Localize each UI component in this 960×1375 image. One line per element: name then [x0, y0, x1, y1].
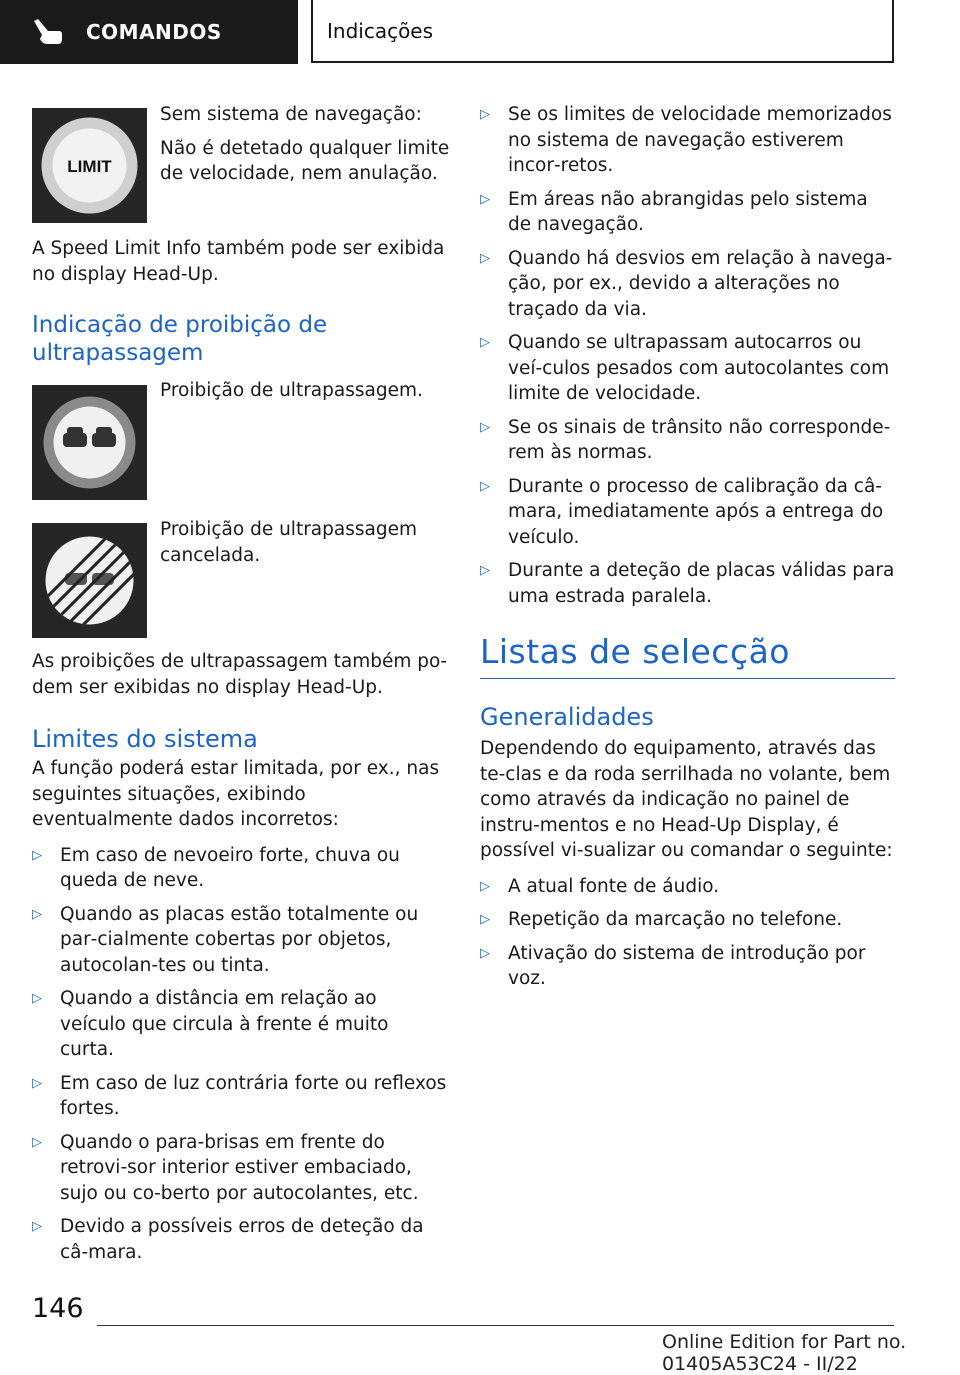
bullet-arrow-icon: ▷: [480, 563, 490, 578]
bullet-arrow-icon: ▷: [32, 1219, 42, 1234]
list-item: ▷ Em caso de luz contrária forte ou reflexos fortes.: [32, 1072, 447, 1119]
overtaking-end-sign-image: [32, 523, 147, 638]
hand-pointer-icon: [28, 17, 66, 47]
list-item: ▷ Quando se ultrapassam autocarros ou veí‐culos pesados com autocolantes com limite de velocidade.: [480, 332, 890, 404]
list-item: ▷ Em áreas não abrangidas pelo sistema de navegação.: [480, 188, 868, 235]
no-overtaking-sign-image: [32, 385, 147, 500]
sign3-caption: Proibição de ultrapassagem cancelada.: [160, 519, 417, 566]
general-intro: Dependendo do equipamento, através das te‐clas e da roda serrilhada no volante, bem como através da indicação no painel de instru‐mentos e no Head-Up Display, é possível vi‐sualizar ou comandar o seguinte:: [480, 738, 893, 861]
list-item: ▷ Repetição da marcação no telefone.: [480, 907, 896, 933]
list-item: ▷ Se os sinais de trânsito não corresponde‐rem às normas.: [480, 416, 891, 463]
heading-overtaking: Indicação de proibição de ultrapassagem: [32, 312, 328, 366]
bullet-arrow-icon: ▷: [32, 1134, 42, 1150]
list-item: ▷ Durante o processo de calibração da câ‐mara, imediatamente após a entrega do veículo.: [480, 475, 884, 548]
bullet-arrow-icon: ▷: [480, 945, 490, 961]
list-item: ▷ Quando as placas estão totalmente ou par‐cialmente cobertas por objetos, autocolan‐tes ou tinta.: [32, 903, 419, 976]
page-number: 146: [32, 1293, 84, 1324]
limits-intro: A função poderá estar limitada, por ex., nas seguintes situações, exibindo eventualmente dados incorretos:: [32, 758, 440, 830]
list-item: ▷ Em caso de nevoeiro forte, chuva ou queda de neve.: [32, 844, 400, 891]
list-item: ▷ A atual fonte de áudio.: [480, 874, 896, 900]
list-item: ▷ Quando o para-brisas em frente do retrovi‐sor interior estiver embaciado, sujo ou co‐berto por autocolantes, etc.: [32, 1131, 419, 1204]
heading-general: Generalidades: [480, 703, 654, 731]
bullet-arrow-icon: ▷: [480, 478, 490, 494]
bullet-arrow-icon: ▷: [32, 847, 42, 863]
limit-sign-label: LIMIT: [67, 157, 112, 176]
head-up-overtaking-paragraph: As proibições de ultrapassagem também po‐dem ser exibidas no display Head-Up.: [32, 651, 448, 698]
bullet-arrow-icon: ▷: [480, 191, 490, 207]
bullet-arrow-icon: ▷: [480, 878, 490, 894]
list-item: ▷ Se os limites de velocidade memorizados no sistema de navegação estiverem incor‐retos.: [480, 104, 892, 176]
heading-lists: Listas de selecção: [480, 632, 790, 671]
footer-divider: [97, 1325, 894, 1326]
bullet-arrow-icon: ▷: [32, 1075, 42, 1091]
sign1-caption-a: Sem sistema de navegação:: [160, 104, 422, 125]
section-divider: [480, 678, 895, 679]
sign1-caption-b: Não é detetado qualquer limite de velocidade, nem anulação.: [160, 137, 450, 184]
list-item: ▷ Ativação do sistema de introdução por voz.: [480, 942, 866, 989]
subsection-tab: [311, 0, 894, 63]
list-item: ▷ Devido a possíveis erros de deteção da câ‐mara.: [32, 1216, 424, 1263]
bullet-arrow-icon: ▷: [480, 912, 490, 927]
bullet-arrow-icon: ▷: [32, 906, 42, 922]
list-item: ▷ Quando há desvios em relação à navega‐ção, por ex., devido a alterações no traçado da via.: [480, 247, 893, 320]
limit-sign-image: [32, 108, 147, 223]
bullet-arrow-icon: ▷: [480, 419, 490, 435]
subsection-title: Indicações: [327, 18, 434, 43]
bullet-arrow-icon: ▷: [480, 335, 490, 350]
bullet-arrow-icon: ▷: [480, 107, 490, 122]
footer-edition: Online Edition for Part no. 01405A53C24 - II/22: [662, 1331, 907, 1375]
heading-limits: Limites do sistema: [32, 725, 258, 753]
sign2-caption: Proibição de ultrapassagem.: [160, 380, 423, 401]
head-up-paragraph: A Speed Limit Info também pode ser exibida no display Head-Up.: [32, 238, 445, 285]
bullet-arrow-icon: ▷: [32, 991, 42, 1006]
bullet-arrow-icon: ▷: [480, 250, 490, 266]
list-item: ▷ Durante a deteção de placas válidas para uma estrada paralela.: [480, 560, 895, 607]
section-tab: [0, 0, 298, 64]
section-title: COMANDOS: [86, 20, 222, 44]
list-item: ▷ Quando a distância em relação ao veículo que circula à frente é muito curta.: [32, 988, 389, 1060]
